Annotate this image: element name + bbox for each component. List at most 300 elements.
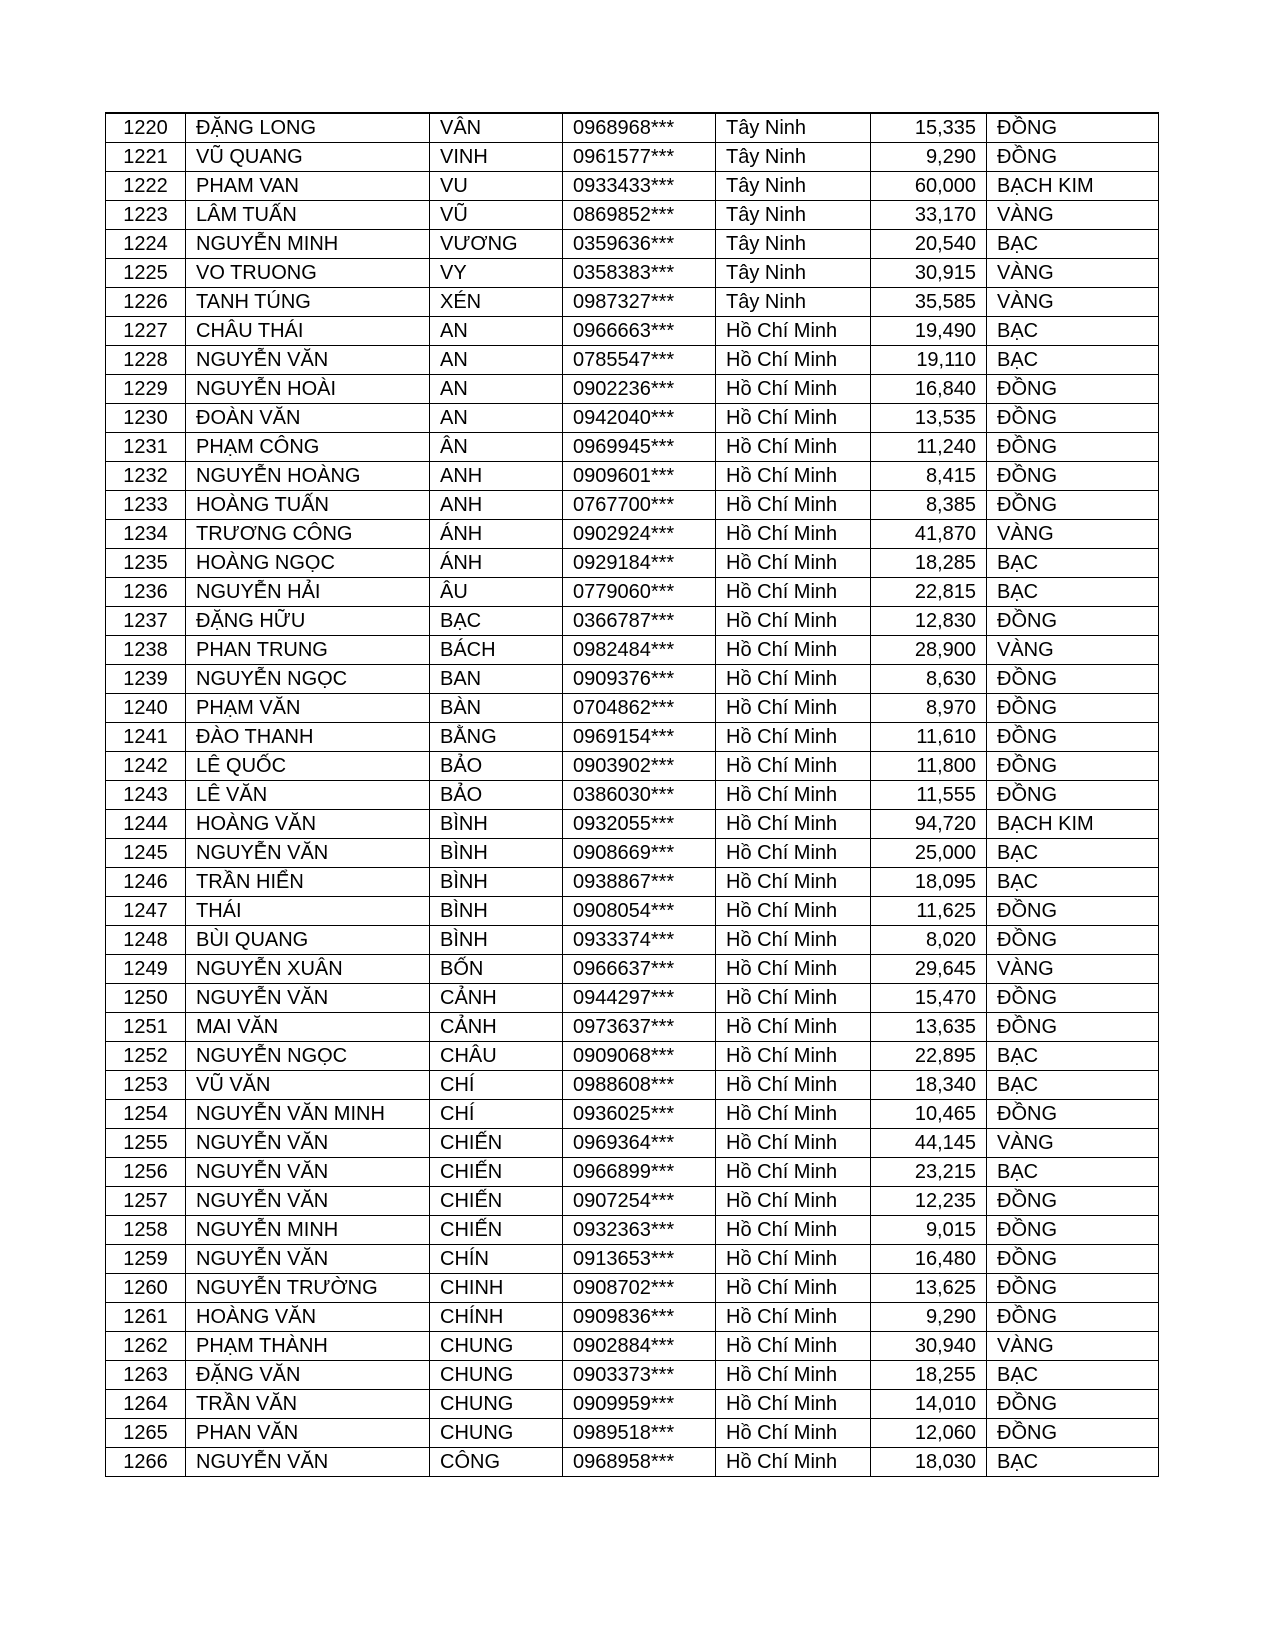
phone-number-cell: 0907254***: [563, 1187, 716, 1216]
table-row: [106, 1042, 1159, 1071]
first-name-cell: CHUNG: [430, 1419, 563, 1448]
last-middle-name-cell: HOÀNG VĂN: [186, 810, 430, 839]
phone-number-cell: 0909959***: [563, 1390, 716, 1419]
row-number-cell: 1235: [106, 549, 186, 578]
province-cell: Hồ Chí Minh: [716, 462, 871, 491]
row-number-cell: 1260: [106, 1274, 186, 1303]
phone-number-cell: 0988608***: [563, 1071, 716, 1100]
points-cell: 20,540: [871, 230, 987, 259]
table-row: [106, 897, 1159, 926]
row-number-cell: 1255: [106, 1129, 186, 1158]
first-name-cell: XÉN: [430, 288, 563, 317]
table-row: [106, 868, 1159, 897]
first-name-cell: ÁNH: [430, 520, 563, 549]
table-row: [106, 665, 1159, 694]
province-cell: Hồ Chí Minh: [716, 1013, 871, 1042]
phone-number-cell: 0968958***: [563, 1448, 716, 1477]
province-cell: Hồ Chí Minh: [716, 1419, 871, 1448]
row-number-cell: 1253: [106, 1071, 186, 1100]
table-row: [106, 317, 1159, 346]
row-number-cell: 1231: [106, 433, 186, 462]
points-cell: 18,255: [871, 1361, 987, 1390]
last-middle-name-cell: ĐẶNG VĂN: [186, 1361, 430, 1390]
last-middle-name-cell: LÊ QUỐC: [186, 752, 430, 781]
province-cell: Tây Ninh: [716, 172, 871, 201]
province-cell: Hồ Chí Minh: [716, 1390, 871, 1419]
last-middle-name-cell: TANH TÚNG: [186, 288, 430, 317]
province-cell: Hồ Chí Minh: [716, 636, 871, 665]
province-cell: Hồ Chí Minh: [716, 1303, 871, 1332]
points-cell: 14,010: [871, 1390, 987, 1419]
phone-number-cell: 0966899***: [563, 1158, 716, 1187]
province-cell: Tây Ninh: [716, 288, 871, 317]
last-middle-name-cell: NGUYỄN HOÀNG: [186, 462, 430, 491]
phone-number-cell: 0969364***: [563, 1129, 716, 1158]
points-cell: 8,630: [871, 665, 987, 694]
phone-number-cell: 0932055***: [563, 810, 716, 839]
row-number-cell: 1250: [106, 984, 186, 1013]
phone-number-cell: 0909836***: [563, 1303, 716, 1332]
tier-cell: ĐỒNG: [987, 1100, 1159, 1129]
points-cell: 8,970: [871, 694, 987, 723]
first-name-cell: CHIẾN: [430, 1129, 563, 1158]
row-number-cell: 1237: [106, 607, 186, 636]
table-row: [106, 375, 1159, 404]
first-name-cell: CÔNG: [430, 1448, 563, 1477]
tier-cell: BẠCH KIM: [987, 172, 1159, 201]
tier-cell: BẠCH KIM: [987, 810, 1159, 839]
phone-number-cell: 0929184***: [563, 549, 716, 578]
points-cell: 12,830: [871, 607, 987, 636]
last-middle-name-cell: VŨ VĂN: [186, 1071, 430, 1100]
phone-number-cell: 0869852***: [563, 201, 716, 230]
first-name-cell: CHIẾN: [430, 1158, 563, 1187]
row-number-cell: 1221: [106, 143, 186, 172]
phone-number-cell: 0359636***: [563, 230, 716, 259]
province-cell: Hồ Chí Minh: [716, 810, 871, 839]
row-number-cell: 1229: [106, 375, 186, 404]
province-cell: Hồ Chí Minh: [716, 839, 871, 868]
points-cell: 22,815: [871, 578, 987, 607]
first-name-cell: AN: [430, 404, 563, 433]
row-number-cell: 1248: [106, 926, 186, 955]
phone-number-cell: 0908054***: [563, 897, 716, 926]
tier-cell: VÀNG: [987, 201, 1159, 230]
first-name-cell: CẢNH: [430, 984, 563, 1013]
province-cell: Hồ Chí Minh: [716, 317, 871, 346]
points-cell: 8,385: [871, 491, 987, 520]
phone-number-cell: 0366787***: [563, 607, 716, 636]
row-number-cell: 1225: [106, 259, 186, 288]
points-cell: 13,625: [871, 1274, 987, 1303]
province-cell: Tây Ninh: [716, 113, 871, 143]
points-cell: 19,490: [871, 317, 987, 346]
tier-cell: BẠC: [987, 868, 1159, 897]
table-row: [106, 346, 1159, 375]
points-cell: 11,610: [871, 723, 987, 752]
first-name-cell: BẢO: [430, 752, 563, 781]
first-name-cell: VU: [430, 172, 563, 201]
phone-number-cell: 0969154***: [563, 723, 716, 752]
tier-cell: ĐỒNG: [987, 984, 1159, 1013]
last-middle-name-cell: NGUYỄN VĂN: [186, 1158, 430, 1187]
row-number-cell: 1240: [106, 694, 186, 723]
points-cell: 33,170: [871, 201, 987, 230]
tier-cell: BẠC: [987, 1448, 1159, 1477]
province-cell: Hồ Chí Minh: [716, 723, 871, 752]
table-row: [106, 752, 1159, 781]
tier-cell: ĐỒNG: [987, 607, 1159, 636]
table-row: [106, 781, 1159, 810]
province-cell: Hồ Chí Minh: [716, 1448, 871, 1477]
row-number-cell: 1264: [106, 1390, 186, 1419]
last-middle-name-cell: NGUYỄN XUÂN: [186, 955, 430, 984]
table-row: [106, 1245, 1159, 1274]
first-name-cell: CHÍNH: [430, 1303, 563, 1332]
province-cell: Hồ Chí Minh: [716, 897, 871, 926]
last-middle-name-cell: NGUYỄN VĂN: [186, 984, 430, 1013]
province-cell: Hồ Chí Minh: [716, 1042, 871, 1071]
last-middle-name-cell: PHẠM CÔNG: [186, 433, 430, 462]
last-middle-name-cell: NGUYỄN VĂN: [186, 346, 430, 375]
province-cell: Hồ Chí Minh: [716, 1129, 871, 1158]
first-name-cell: ÂU: [430, 578, 563, 607]
province-cell: Hồ Chí Minh: [716, 752, 871, 781]
phone-number-cell: 0902924***: [563, 520, 716, 549]
table-row: [106, 955, 1159, 984]
first-name-cell: VŨ: [430, 201, 563, 230]
tier-cell: ĐỒNG: [987, 897, 1159, 926]
first-name-cell: CHUNG: [430, 1390, 563, 1419]
province-cell: Hồ Chí Minh: [716, 1216, 871, 1245]
first-name-cell: AN: [430, 317, 563, 346]
phone-number-cell: 0933433***: [563, 172, 716, 201]
table-row: [106, 1216, 1159, 1245]
province-cell: Hồ Chí Minh: [716, 1158, 871, 1187]
phone-number-cell: 0961577***: [563, 143, 716, 172]
points-cell: 30,915: [871, 259, 987, 288]
tier-cell: VÀNG: [987, 288, 1159, 317]
province-cell: Tây Ninh: [716, 201, 871, 230]
last-middle-name-cell: ĐẶNG LONG: [186, 113, 430, 143]
province-cell: Hồ Chí Minh: [716, 578, 871, 607]
first-name-cell: CHÂU: [430, 1042, 563, 1071]
first-name-cell: BAN: [430, 665, 563, 694]
province-cell: Hồ Chí Minh: [716, 926, 871, 955]
row-number-cell: 1226: [106, 288, 186, 317]
phone-number-cell: 0903902***: [563, 752, 716, 781]
table-row: [106, 984, 1159, 1013]
tier-cell: VÀNG: [987, 955, 1159, 984]
phone-number-cell: 0902884***: [563, 1332, 716, 1361]
last-middle-name-cell: NGUYỄN NGỌC: [186, 665, 430, 694]
first-name-cell: BÌNH: [430, 897, 563, 926]
table-row: [106, 1100, 1159, 1129]
points-cell: 23,215: [871, 1158, 987, 1187]
points-cell: 13,635: [871, 1013, 987, 1042]
points-cell: 11,555: [871, 781, 987, 810]
first-name-cell: BÌNH: [430, 810, 563, 839]
table-row: [106, 491, 1159, 520]
first-name-cell: CHIẾN: [430, 1187, 563, 1216]
tier-cell: ĐỒNG: [987, 462, 1159, 491]
last-middle-name-cell: BÙI QUANG: [186, 926, 430, 955]
table-row: [106, 1158, 1159, 1187]
tier-cell: ĐỒNG: [987, 143, 1159, 172]
points-cell: 29,645: [871, 955, 987, 984]
first-name-cell: BÌNH: [430, 839, 563, 868]
first-name-cell: AN: [430, 346, 563, 375]
last-middle-name-cell: PHAN VĂN: [186, 1419, 430, 1448]
phone-number-cell: 0909376***: [563, 665, 716, 694]
row-number-cell: 1224: [106, 230, 186, 259]
table-row: [106, 810, 1159, 839]
tier-cell: BẠC: [987, 1158, 1159, 1187]
row-number-cell: 1227: [106, 317, 186, 346]
phone-number-cell: 0944297***: [563, 984, 716, 1013]
first-name-cell: VÂN: [430, 113, 563, 143]
table-row: [106, 1013, 1159, 1042]
tier-cell: BẠC: [987, 1071, 1159, 1100]
phone-number-cell: 0785547***: [563, 346, 716, 375]
last-middle-name-cell: TRƯƠNG CÔNG: [186, 520, 430, 549]
row-number-cell: 1258: [106, 1216, 186, 1245]
last-middle-name-cell: HOÀNG VĂN: [186, 1303, 430, 1332]
last-middle-name-cell: PHAN TRUNG: [186, 636, 430, 665]
row-number-cell: 1241: [106, 723, 186, 752]
tier-cell: BẠC: [987, 1361, 1159, 1390]
province-cell: Hồ Chí Minh: [716, 1071, 871, 1100]
province-cell: Hồ Chí Minh: [716, 1361, 871, 1390]
points-cell: 9,290: [871, 1303, 987, 1332]
row-number-cell: 1236: [106, 578, 186, 607]
tier-cell: ĐỒNG: [987, 1216, 1159, 1245]
points-cell: 44,145: [871, 1129, 987, 1158]
points-cell: 11,240: [871, 433, 987, 462]
points-cell: 15,335: [871, 113, 987, 143]
table-row: [106, 1390, 1159, 1419]
first-name-cell: CHÍ: [430, 1100, 563, 1129]
last-middle-name-cell: PHẠM VĂN: [186, 694, 430, 723]
points-cell: 9,290: [871, 143, 987, 172]
row-number-cell: 1245: [106, 839, 186, 868]
tier-cell: VÀNG: [987, 1332, 1159, 1361]
tier-cell: ĐỒNG: [987, 926, 1159, 955]
points-cell: 12,235: [871, 1187, 987, 1216]
province-cell: Hồ Chí Minh: [716, 433, 871, 462]
row-number-cell: 1242: [106, 752, 186, 781]
tier-cell: BẠC: [987, 839, 1159, 868]
points-cell: 8,020: [871, 926, 987, 955]
row-number-cell: 1263: [106, 1361, 186, 1390]
row-number-cell: 1243: [106, 781, 186, 810]
points-cell: 28,900: [871, 636, 987, 665]
last-middle-name-cell: CHÂU THÁI: [186, 317, 430, 346]
last-middle-name-cell: TRẦN VĂN: [186, 1390, 430, 1419]
row-number-cell: 1251: [106, 1013, 186, 1042]
tier-cell: BẠC: [987, 549, 1159, 578]
last-middle-name-cell: NGUYỄN TRƯỜNG: [186, 1274, 430, 1303]
row-number-cell: 1249: [106, 955, 186, 984]
points-cell: 19,110: [871, 346, 987, 375]
phone-number-cell: 0386030***: [563, 781, 716, 810]
tier-cell: ĐỒNG: [987, 1187, 1159, 1216]
last-middle-name-cell: MAI VĂN: [186, 1013, 430, 1042]
first-name-cell: VINH: [430, 143, 563, 172]
points-cell: 9,015: [871, 1216, 987, 1245]
row-number-cell: 1257: [106, 1187, 186, 1216]
row-number-cell: 1232: [106, 462, 186, 491]
tier-cell: ĐỒNG: [987, 491, 1159, 520]
tier-cell: ĐỒNG: [987, 1303, 1159, 1332]
tier-cell: BẠC: [987, 230, 1159, 259]
points-cell: 15,470: [871, 984, 987, 1013]
row-number-cell: 1223: [106, 201, 186, 230]
tier-cell: BẠC: [987, 1042, 1159, 1071]
tier-cell: ĐỒNG: [987, 694, 1159, 723]
row-number-cell: 1252: [106, 1042, 186, 1071]
table-row: [106, 1303, 1159, 1332]
phone-number-cell: 0704862***: [563, 694, 716, 723]
table-row: [106, 259, 1159, 288]
tier-cell: VÀNG: [987, 520, 1159, 549]
first-name-cell: AN: [430, 375, 563, 404]
last-middle-name-cell: ĐÀO THANH: [186, 723, 430, 752]
province-cell: Tây Ninh: [716, 230, 871, 259]
table-row: [106, 143, 1159, 172]
tier-cell: VÀNG: [987, 259, 1159, 288]
last-middle-name-cell: NGUYỄN VĂN: [186, 1245, 430, 1274]
points-cell: 18,340: [871, 1071, 987, 1100]
last-middle-name-cell: THÁI: [186, 897, 430, 926]
table-row: [106, 201, 1159, 230]
points-cell: 25,000: [871, 839, 987, 868]
tier-cell: ĐỒNG: [987, 1419, 1159, 1448]
tier-cell: ĐỒNG: [987, 665, 1159, 694]
table-row: [106, 433, 1159, 462]
phone-number-cell: 0779060***: [563, 578, 716, 607]
last-middle-name-cell: NGUYỄN VĂN MINH: [186, 1100, 430, 1129]
last-middle-name-cell: PHAM VAN: [186, 172, 430, 201]
row-number-cell: 1246: [106, 868, 186, 897]
table-row: [106, 578, 1159, 607]
province-cell: Tây Ninh: [716, 259, 871, 288]
first-name-cell: ÁNH: [430, 549, 563, 578]
province-cell: Hồ Chí Minh: [716, 1245, 871, 1274]
tier-cell: ĐỒNG: [987, 1013, 1159, 1042]
table-row: [106, 1187, 1159, 1216]
first-name-cell: BÀN: [430, 694, 563, 723]
last-middle-name-cell: NGUYỄN MINH: [186, 230, 430, 259]
province-cell: Hồ Chí Minh: [716, 665, 871, 694]
province-cell: Hồ Chí Minh: [716, 346, 871, 375]
table-row: [106, 1274, 1159, 1303]
table-row: [106, 723, 1159, 752]
phone-number-cell: 0932363***: [563, 1216, 716, 1245]
phone-number-cell: 0358383***: [563, 259, 716, 288]
province-cell: Hồ Chí Minh: [716, 694, 871, 723]
table-row: [106, 694, 1159, 723]
points-cell: 10,465: [871, 1100, 987, 1129]
phone-number-cell: 0936025***: [563, 1100, 716, 1129]
tier-cell: BẠC: [987, 317, 1159, 346]
last-middle-name-cell: NGUYỄN VĂN: [186, 1448, 430, 1477]
row-number-cell: 1239: [106, 665, 186, 694]
phone-number-cell: 0909601***: [563, 462, 716, 491]
points-cell: 11,800: [871, 752, 987, 781]
first-name-cell: CHINH: [430, 1274, 563, 1303]
phone-number-cell: 0938867***: [563, 868, 716, 897]
last-middle-name-cell: VO TRUONG: [186, 259, 430, 288]
last-middle-name-cell: HOÀNG TUẤN: [186, 491, 430, 520]
row-number-cell: 1220: [106, 113, 186, 143]
tier-cell: ĐỒNG: [987, 404, 1159, 433]
province-cell: Hồ Chí Minh: [716, 404, 871, 433]
tier-cell: ĐỒNG: [987, 113, 1159, 143]
tier-cell: ĐỒNG: [987, 1274, 1159, 1303]
tier-cell: ĐỒNG: [987, 375, 1159, 404]
last-middle-name-cell: LÊ VĂN: [186, 781, 430, 810]
phone-number-cell: 0767700***: [563, 491, 716, 520]
first-name-cell: ANH: [430, 462, 563, 491]
first-name-cell: ANH: [430, 491, 563, 520]
tier-cell: VÀNG: [987, 1129, 1159, 1158]
first-name-cell: VY: [430, 259, 563, 288]
table-body: [106, 113, 1159, 1477]
province-cell: Hồ Chí Minh: [716, 1274, 871, 1303]
table-row: [106, 1419, 1159, 1448]
points-cell: 35,585: [871, 288, 987, 317]
province-cell: Hồ Chí Minh: [716, 491, 871, 520]
phone-number-cell: 0968968***: [563, 113, 716, 143]
row-number-cell: 1234: [106, 520, 186, 549]
points-cell: 18,285: [871, 549, 987, 578]
points-cell: 16,480: [871, 1245, 987, 1274]
points-cell: 8,415: [871, 462, 987, 491]
phone-number-cell: 0908702***: [563, 1274, 716, 1303]
tier-cell: BẠC: [987, 346, 1159, 375]
phone-number-cell: 0966663***: [563, 317, 716, 346]
first-name-cell: ÂN: [430, 433, 563, 462]
phone-number-cell: 0982484***: [563, 636, 716, 665]
first-name-cell: BÁCH: [430, 636, 563, 665]
points-cell: 11,625: [871, 897, 987, 926]
points-cell: 18,030: [871, 1448, 987, 1477]
first-name-cell: BÌNH: [430, 868, 563, 897]
last-middle-name-cell: VŨ QUANG: [186, 143, 430, 172]
first-name-cell: CHIẾN: [430, 1216, 563, 1245]
province-cell: Hồ Chí Minh: [716, 1332, 871, 1361]
phone-number-cell: 0933374***: [563, 926, 716, 955]
tier-cell: ĐỒNG: [987, 781, 1159, 810]
first-name-cell: CẢNH: [430, 1013, 563, 1042]
table-row: [106, 1361, 1159, 1390]
last-middle-name-cell: LÂM TUẤN: [186, 201, 430, 230]
province-cell: Hồ Chí Minh: [716, 549, 871, 578]
last-middle-name-cell: NGUYỄN VĂN: [186, 1187, 430, 1216]
first-name-cell: BỐN: [430, 955, 563, 984]
first-name-cell: BÌNH: [430, 926, 563, 955]
table-row: [106, 549, 1159, 578]
phone-number-cell: 0973637***: [563, 1013, 716, 1042]
row-number-cell: 1265: [106, 1419, 186, 1448]
tier-cell: VÀNG: [987, 636, 1159, 665]
phone-number-cell: 0902236***: [563, 375, 716, 404]
tier-cell: ĐỒNG: [987, 433, 1159, 462]
phone-number-cell: 0969945***: [563, 433, 716, 462]
last-middle-name-cell: NGUYỄN VĂN: [186, 839, 430, 868]
row-number-cell: 1254: [106, 1100, 186, 1129]
